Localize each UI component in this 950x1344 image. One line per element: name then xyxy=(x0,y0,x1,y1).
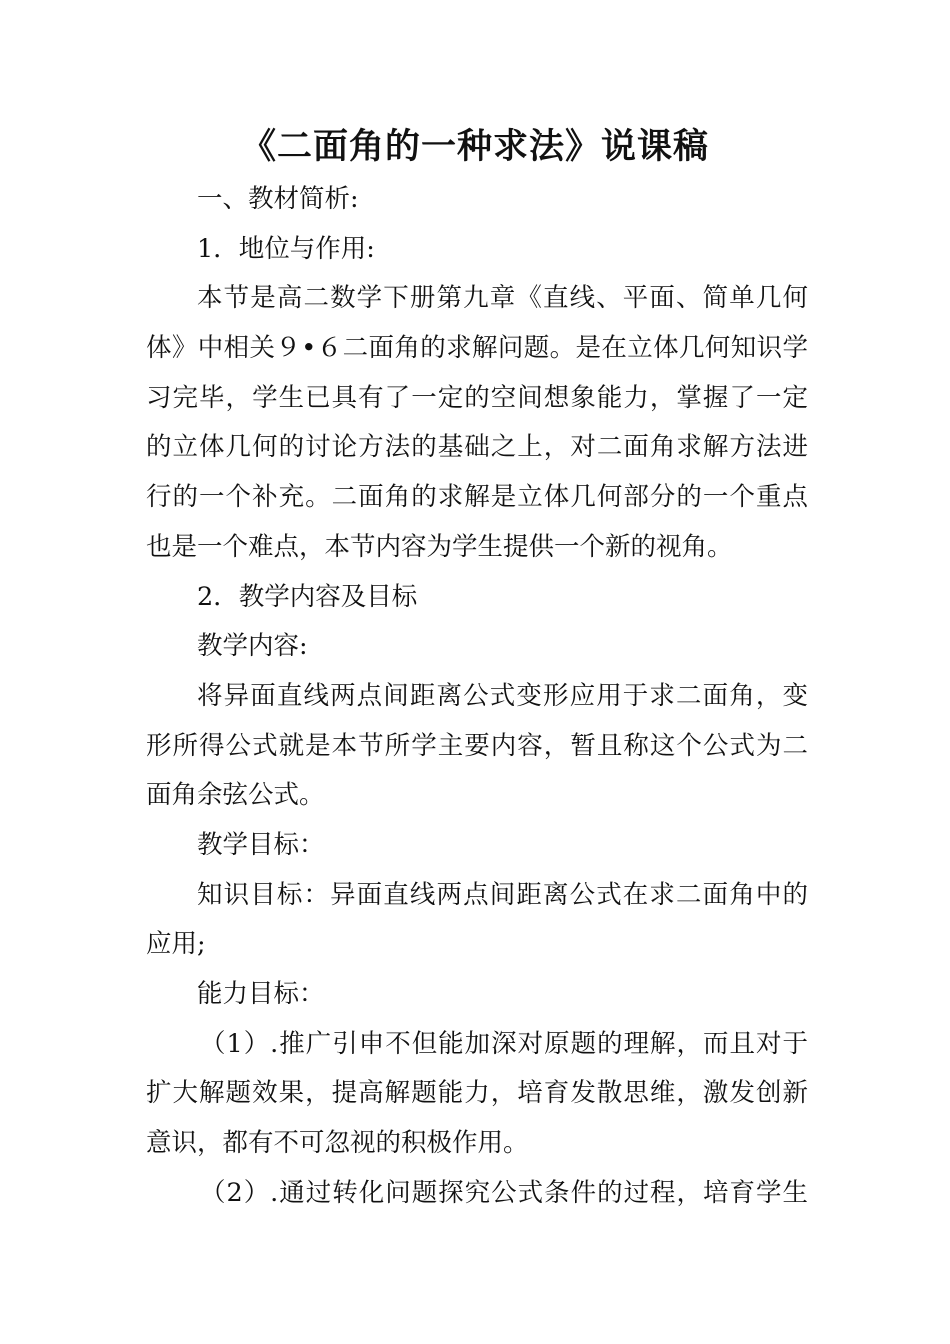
paragraph-line: 知识目标：异面直线两点间距离公式在求二面角中的 xyxy=(197,879,808,910)
document-title: 《二面角的一种求法》说课稿 xyxy=(240,127,709,167)
paragraph-line: 扩大解题效果，提高解题能力，培育发散思维，激发创新 xyxy=(146,1078,808,1109)
paragraph-line: 意识，都有不可忽视的积极作用。 xyxy=(146,1128,529,1159)
label-line: 能力目标： xyxy=(197,979,325,1009)
paragraph-line: 形所得公式就是本节所学主要内容，暂且称这个公式为二 xyxy=(146,730,808,761)
paragraph-line: 行的一个补充。二面角的求解是立体几何部分的一个重点 xyxy=(146,482,808,513)
section-heading: 一、教材简析: xyxy=(197,184,359,214)
list-item-line: （2）.通过转化问题探究公式条件的过程，培育学生 xyxy=(200,1177,808,1208)
list-item-line: （1）.推广引申不但能加深对原题的理解，而且对于 xyxy=(200,1028,808,1059)
paragraph-line: 本节是高二数学下册第九章《直线、平面、简单几何 xyxy=(197,283,808,314)
paragraph-line: 也是一个难点，本节内容为学生提供一个新的视角。 xyxy=(146,531,733,562)
document-body xyxy=(146,175,808,1218)
label-line: 教学内容: xyxy=(197,631,308,662)
paragraph-line: 面角余弦公式。 xyxy=(146,780,325,811)
paragraph-line: 的立体几何的讨论方法的基础之上，对二面角求解方法进 xyxy=(146,432,808,463)
paragraph-line: 应用; xyxy=(146,929,206,960)
paragraph-line: 习完毕，学生已具有了一定的空间想象能力，掌握了一定 xyxy=(146,382,808,413)
paragraph-line: 将异面直线两点间距离公式变形应用于求二面角，变 xyxy=(197,680,808,711)
paragraph-line: 体》中相关９•６二面角的求解问题。是在立体几何知识学 xyxy=(146,333,808,364)
subsection-heading: 2．教学内容及目标 xyxy=(197,581,418,612)
subsection-heading: 1．地位与作用: xyxy=(197,233,375,264)
label-line: 教学目标： xyxy=(197,829,325,860)
